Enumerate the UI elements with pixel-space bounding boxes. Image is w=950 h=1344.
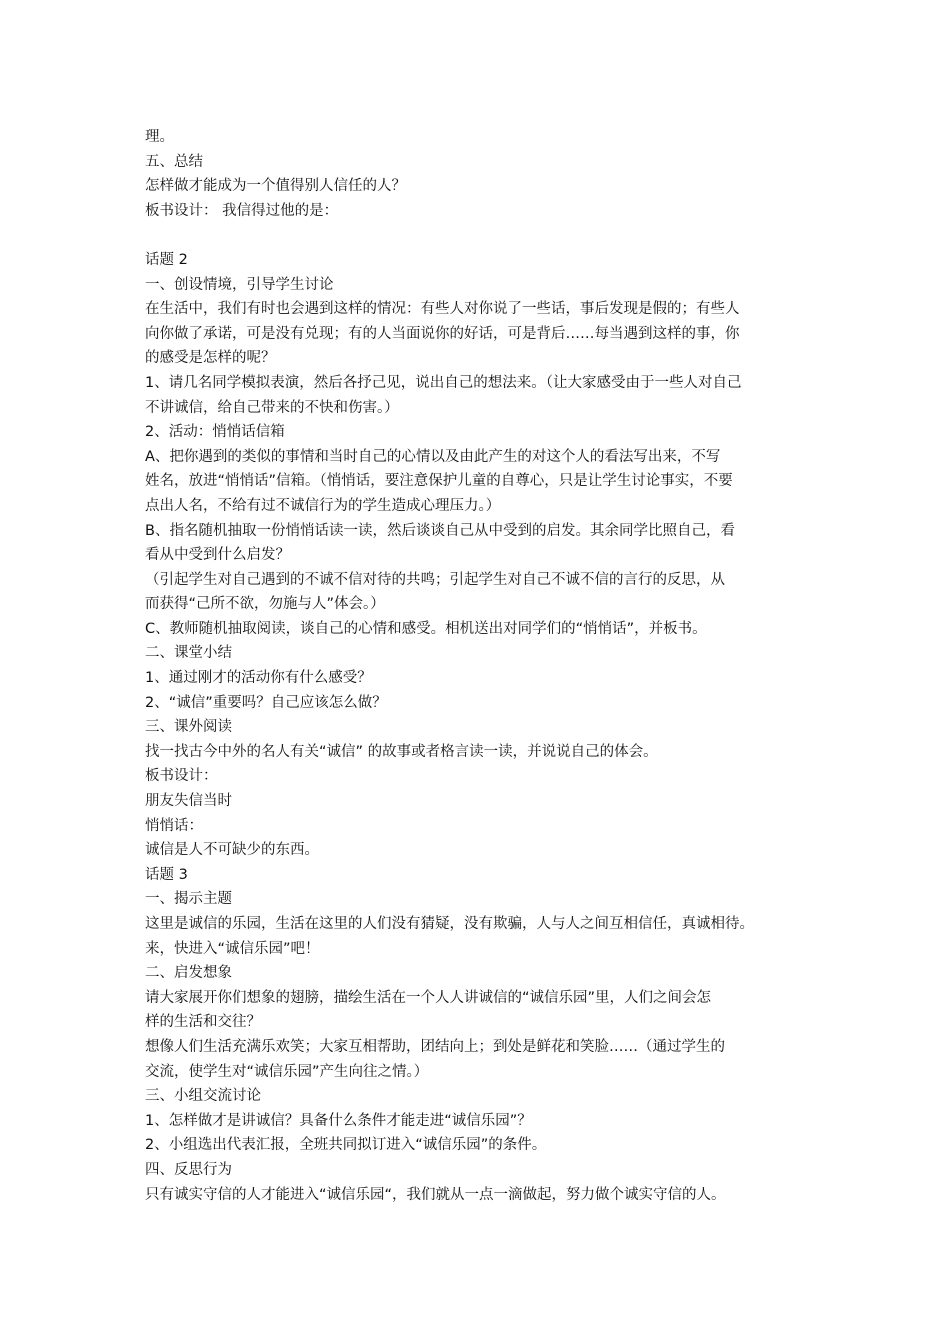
text-line: 五、总结 — [145, 153, 203, 170]
text-line: 只有诚实守信的人才能进入“诚信乐园“，我们就从一点一滴做起，努力做个诚实守信的人。 — [145, 1186, 726, 1203]
text-line: 话题 2 — [145, 251, 188, 268]
text-line: 四、反思行为 — [145, 1161, 232, 1178]
text-line: 请大家展开你们想象的翅膀，描绘生活在一个人人讲诚信的“诚信乐园”里，人们之间会怎 — [145, 989, 712, 1006]
text-line: 三、小组交流讨论 — [145, 1088, 261, 1105]
text-line: 诚信是人不可缺少的东西。 — [145, 842, 319, 859]
text-line: 话题 3 — [145, 866, 188, 883]
text-line: 不讲诚信，给自己带来的不快和伤害。） — [145, 399, 399, 416]
text-line: 三、课外阅读 — [145, 719, 232, 736]
text-line: 而获得“己所不欲，勿施与人”体会。） — [145, 596, 385, 613]
text-line: 1、通过刚才的活动你有什么感受？ — [145, 670, 372, 687]
text-line: 向你做了承诺，可是没有兑现；有的人当面说你的好话，可是背后……每当遇到这样的事，你 — [145, 325, 740, 342]
text-line: B、指名随机抽取一份悄悄话读一读，然后谈谈自己从中受到的启发。其余同学比照自己，看 — [145, 522, 735, 539]
text-line: 2、“诚信”重要吗？自己应该怎么做？ — [145, 694, 387, 711]
text-line: 一、创设情境，引导学生讨论 — [145, 276, 334, 293]
text-line: 交流，使学生对“诚信乐园”产生向往之情。） — [145, 1063, 429, 1080]
text-line: 1、怎样做才是讲诚信？具备什么条件才能走进“诚信乐园”？ — [145, 1112, 532, 1129]
text-line: C、教师随机抽取阅读，谈自己的心情和感受。相机送出对同学们的“悄悄话”，并板书。 — [145, 620, 707, 637]
text-line: 板书设计： — [145, 768, 218, 785]
text-line: A、把你遇到的类似的事情和当时自己的心情以及由此产生的对这个人的看法写出来，不写 — [145, 448, 721, 465]
text-line: 想像人们生活充满乐欢笑；大家互相帮助，团结向上；到处是鲜花和笑脸……（通过学生的 — [145, 1038, 725, 1055]
text-line: 理。 — [145, 129, 174, 145]
text-line: 点出人名，不给有过不诚信行为的学生造成心理压力。） — [145, 497, 501, 514]
document-page — [145, 125, 825, 1207]
text-line: 朋友失信当时 — [145, 793, 232, 810]
text-line: 二、启发想象 — [145, 965, 232, 982]
text-line: 悄悄话： — [145, 817, 203, 834]
text-line: 这里是诚信的乐园，生活在这里的人们没有猜疑，没有欺骗，人与人之间互相信任，真诚相待。 — [145, 916, 754, 932]
text-line: 找一找古今中外的名人有关“诚信” 的故事或者格言读一读，并说说自己的体会。 — [145, 743, 658, 760]
text-line: 板书设计： 我信得过他的是： — [145, 202, 339, 219]
text-line: 姓名，放进“悄悄话”信箱。（悄悄话，要注意保护儿童的自尊心，只是让学生讨论事实，不要 — [145, 473, 733, 490]
text-line: 二、课堂小结 — [145, 645, 232, 662]
blank-line — [145, 223, 825, 248]
text-line: 怎样做才能成为一个值得别人信任的人？ — [145, 178, 406, 195]
text-line: 的感受是怎样的呢？ — [145, 350, 276, 367]
text-line: 2、活动：悄悄话信箱 — [145, 424, 285, 441]
text-line: 在生活中，我们有时也会遇到这样的情况：有些人对你说了一些话，事后发现是假的；有些人 — [145, 301, 740, 318]
text-line: 样的生活和交往？ — [145, 1014, 261, 1031]
text-line: 2、小组选出代表汇报，全班共同拟订进入“诚信乐园”的条件。 — [145, 1137, 547, 1154]
text-line: 1、请几名同学模拟表演，然后各抒己见，说出自己的想法来。（让大家感受由于一些人对自己 — [145, 374, 742, 391]
text-line: （引起学生对自己遇到的不诚不信对待的共鸣；引起学生对自己不诚不信的言行的反思，从 — [145, 571, 725, 588]
text-line: 来，快进入“诚信乐园”吧！ — [145, 940, 320, 957]
text-line: 看从中受到什么启发？ — [145, 547, 290, 564]
text-line: 一、揭示主题 — [145, 891, 232, 908]
